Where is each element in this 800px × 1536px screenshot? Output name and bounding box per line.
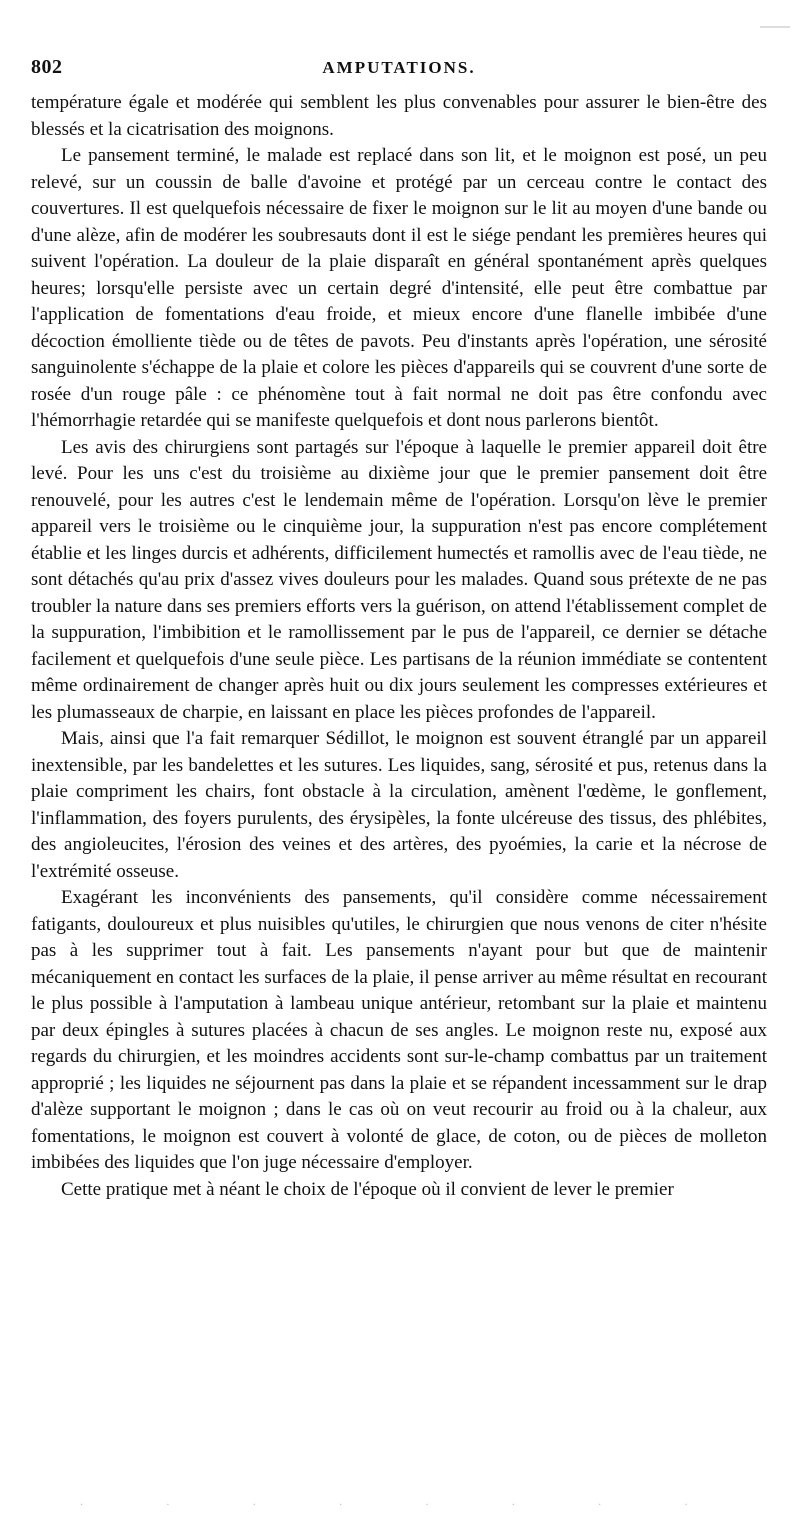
paragraph-continued: température égale et modérée qui semblent les plus convenables pour assurer le bien-être des blessés et la cicatrisation des moignons. [31, 92, 767, 140]
body-text [31, 90, 767, 1203]
running-head [31, 56, 767, 90]
page-number: 802 [31, 56, 63, 78]
paragraph-sedillot: Mais, ainsi que l'a fait remarquer Sédillot, le moignon est souvent étranglé par un appareil inextensible, par les bandelettes et les sutures. Les liquides, sang, sérosité et pus, retenus dans la plaie compriment les chairs, font obstacle à la circulation, amènent l'œdème, le gonflement, l'inflammation, des foyers purulents, des érysipèles, la fonte ulcéreuse des tissus, des phlébites, des angioleucites, l'érosion des veines et des artères, des pyoémies, la carie et la nécrose de l'extrémité osseuse. [31, 728, 767, 882]
running-title: AMPUTATIONS. [322, 58, 476, 77]
paragraph-exagerant: Exagérant les inconvénients des pansements, qu'il considère comme nécessairement fatigants, douloureux et plus nuisibles qu'utiles, le chirurgien que nous venons de citer n'hésite pas à les supprimer tout à fait. Les pansements n'ayant pour but que de maintenir mécaniquement en contact les surfaces de la plaie, il pense arriver au même résultat en recourant le plus possible à l'amputation à lambeau unique antérieur, retombant sur la plaie et maintenu par deux épingles à sutures placées à chacun de ses angles. Le moignon reste nu, exposé aux regards du chirurgien, et les moindres accidents sont sur-le-champ combattus par un traitement approprié ; les liquides ne séjournent pas dans la plaie et se répandent incessamment sur le drap d'alèze supportant le moignon ; dans le cas où on veut recourir au froid ou à la chaleur, aux fomentations, le moignon est couvert à volonté de glace, de coton, ou de pièces de molleton imbibées des liquides que l'on juge nécessaire d'employer. [31, 887, 767, 1173]
scan-specks: · · · · · · · · [80, 1500, 728, 1511]
scan-corner-mark [760, 26, 790, 28]
paragraph-cette-pratique: Cette pratique met à néant le choix de l'époque où il convient de lever le premier [61, 1178, 674, 1200]
paragraph-avis-chirurgiens: Les avis des chirurgiens sont partagés sur l'époque à laquelle le premier appareil doit être levé. Pour les uns c'est du troisième au dixième jour que le premier pansement doit être renouvelé, pour les autres c'est le lendemain même de l'opération. Lorsqu'on lève le premier appareil vers le troisième ou le cinquième jour, la suppuration n'est pas encore complétement établie et les linges durcis et adhérents, difficilement humectés et ramollis avec de l'eau tiède, ne sont détachés qu'au prix d'assez vives douleurs pour les malades. Quand sous prétexte de ne pas troubler la nature dans ses premiers efforts vers la guérison, on attend l'établissement complet de la suppuration, l'imbibition et le ramollissement par le pus de l'appareil, ce dernier se détache facilement et quelquefois d'une seule pièce. Les partisans de la réunion immédiate se contentent même ordinairement de changer après huit ou dix jours seulement les compresses extérieures et les plumasseaux de charpie, en laissant en place les pièces profondes de l'appareil. [31, 436, 767, 723]
paragraph-pansement: Le pansement terminé, le malade est replacé dans son lit, et le moignon est posé, un peu relevé, sur un coussin de balle d'avoine et protégé par un cerceau contre le contact des couvertures. Il est quelquefois nécessaire de fixer le moignon sur le lit au moyen d'une bande ou d'une alèze, afin de modérer les soubresauts dont il est le siége pendant les premières heures qui suivent l'opération. La douleur de la plaie disparaît en général spontanément après quelques heures; lorsqu'elle persiste avec un certain degré d'intensité, elle peut être combattue par l'application de fomentations d'eau froide, et mieux encore d'une flanelle imbibée d'une décoction émolliente tiède ou de têtes de pavots. Peu d'instants après l'opération, une sérosité sanguinolente s'échappe de la plaie et colore les pièces d'appareils qui se couvrent d'une sorte de rosée d'un rouge pâle : ce phénomène tout à fait normal ne doit pas être confondu avec l'hémorrhagie retardée qui se manifeste quelquefois et dont nous parlerons bientôt. [31, 145, 767, 431]
book-page [31, 56, 767, 1203]
